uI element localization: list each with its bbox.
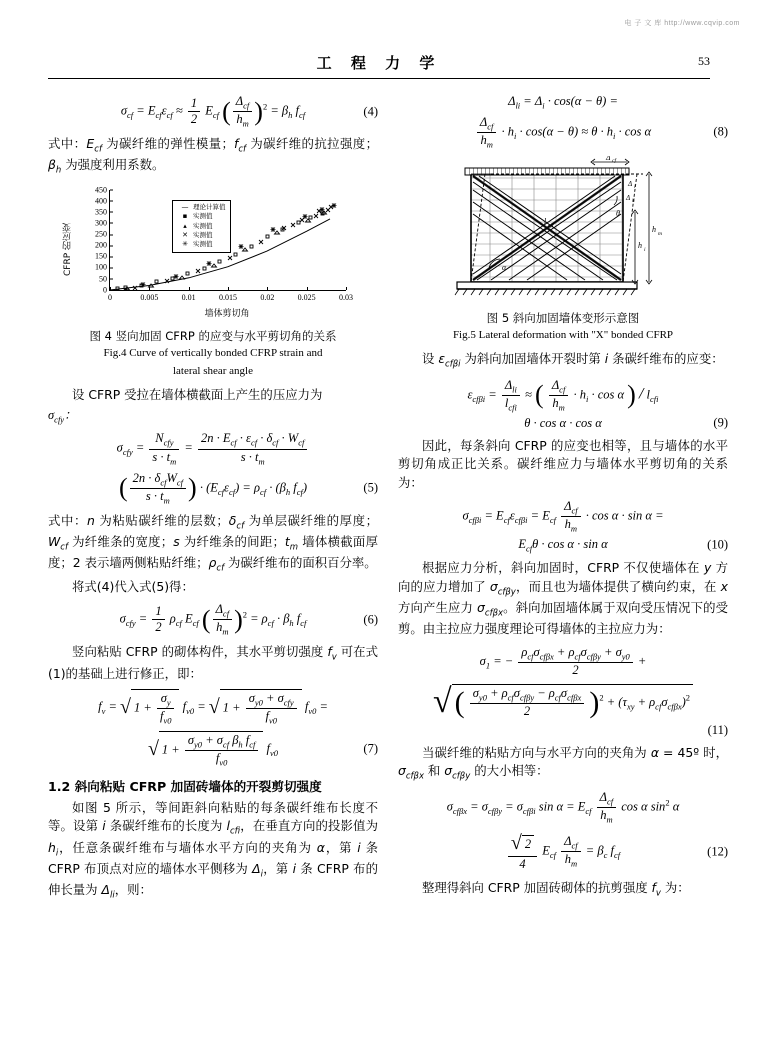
- wall-diagram: [413, 156, 713, 306]
- x-tick: 0: [108, 290, 112, 302]
- figure-5: [398, 156, 728, 345]
- wall-diagram-svg: [413, 156, 713, 306]
- svg-text:i: i: [644, 246, 646, 253]
- right-column: [398, 88, 728, 902]
- equation-10-number: (10): [707, 537, 728, 552]
- paragraph-assume: 设 CFRP 受拉在墙体横截面上产生的压应力为: [72, 387, 323, 403]
- paragraph-where-1: 式中：$E_{cf}$ 为碳纤维的弹性模量；$f_{cf}$ 为碳纤维的抗拉强度；$\beta_h$ 为强度利用系数。: [48, 136, 378, 176]
- equation-12: $\frac{√ 2}{4}$ $E_{cf}$ $\frac{\Delta_{cf}}{h_m}$ = $\beta_c$ $f_{cf}$ (12): [398, 831, 728, 873]
- chart-legend: [172, 200, 231, 253]
- equation-12-number: (12): [707, 844, 728, 859]
- figure-5-caption-cn: 图 5 斜向加固墙体变形示意图: [486, 310, 640, 325]
- equation-7: $f_v$ = √ 1 + $\frac{\sigma_y}{f_{v0}}$ $f_{v0}$ = √ 1 + $\frac{\sigma_{y0} + \sigma_{cfy}}{f_{v0}}$ $f_{v0}$ = √ 1 + $\frac{\sigma_{y0} + \sigma_{cf} \beta_h f_{cf}}{f_{v0}}$ $f_{v0}$ (7): [98, 691, 378, 768]
- section-heading-1-2: 1.2 斜向粘贴 CFRP 加固砖墙体的开裂剪切强度: [48, 778, 322, 794]
- paragraph-diagonal: 如图 5 所示，等间距斜向粘贴的每条碳纤维布长度不等。设第 i 条碳纤维布的长度为 $l_{cfi}$，在垂直方向的投影值为 $h_i$，任意条碳纤维布与墙体水平方向的夹角为 α，第 i 条 CFRP 布顶点对应的墙体水平侧移为 $\Delta_i$，第 i 条 CFRP 布的伸长量为 $\Delta_{li}$，则：: [48, 799, 378, 901]
- paragraph-vertical: 竖向粘贴 CFRP 的砌体构件，其水平剪切强度 $f_v$ 可在式(1)的基础上进行修正，即：: [48, 644, 378, 681]
- equation-4-number: (4): [363, 104, 378, 119]
- figure-4-caption-cn: 图 4 竖向加固 CFRP 的应变与水平剪切角的关系: [89, 328, 337, 343]
- paragraph-when-45: 当碳纤维的粘贴方向与水平方向的夹角为 α = 45º 时，$\sigma_{cf\beta x}$ 和 $\sigma_{cf\beta y}$ 的大小相等：: [398, 744, 728, 782]
- journal-title: 工 程 力 学: [316, 54, 442, 72]
- x-tick: 0.02: [260, 290, 274, 302]
- left-column: [48, 88, 378, 904]
- svg-text:li: li: [632, 198, 635, 204]
- chart-plot-area: [95, 185, 353, 302]
- watermark: 电 子 文 库 http://www.cqvip.com: [624, 20, 740, 27]
- equation-5-number: (5): [363, 480, 378, 495]
- equation-6: $\sigma_{cfy}$ = $\frac{1}{2}$ $\rho_{cf}$ $E_{cf}$ ( $\frac{\Delta_{cf}}{h_m}$ )$^2 = \rho_{cf} \cdot \beta_h$ $f_{cf}$ (6): [119, 602, 378, 637]
- equation-4: $\sigma_{cf} = E_{cf}\varepsilon_{cf}$ ≈ $\frac{1}{2}$ $E_{cf}$ ( $\frac{\Delta_{cf}}{h_m}$ )$^2 = \beta_h$ $f_{cf}$ (4): [120, 94, 378, 129]
- equation-45-relation: $\sigma_{cf\beta x} = \sigma_{cf\beta y} = \sigma_{cf\beta i}$ $\sin \alpha = E_{cf}$ $\frac{\Delta_{cf}}{h_m}$ cos α $\sin^2 \alpha$: [446, 789, 680, 825]
- svg-text:l: l: [544, 216, 547, 226]
- svg-text:Δ: Δ: [626, 193, 631, 202]
- equation-9-number: (9): [713, 415, 728, 430]
- y-tick: 150: [95, 252, 110, 261]
- x-tick: 0.025: [298, 290, 316, 302]
- equation-5: $\sigma_{cfy}$ = $\frac{N_{cfy}}{s \cdot t_m}$ = $\frac{2n \cdot E_{cf} \cdot \varepsilon_{cf} \cdot \delta_{cf} \cdot W_{cf}}{s \cdot t_m}$ ( $\frac{2n \cdot \delta_{cf}W_{cf}}{s \cdot t_m}$ ) · $(E_{cf}\varepsilon_{cf}) = \rho_{cf} \cdot (\beta_h$ $f_{cf}$) (5): [116, 431, 378, 506]
- figure-4-caption-en-1: Fig.4 Curve of vertically bonded CFRP strain and: [103, 347, 323, 360]
- equation-9: $\varepsilon_{cf\beta i}$ = $\frac{\Delta_{li}}{l_{cfi}}$ ≈ ( $\frac{\Delta_{cf}}{h_m}$ · $h_i \cdot \cos \alpha$ ) / $l_{cfi}$ θ · cos α · cos α (9): [467, 377, 728, 430]
- paragraph-therefore: 因此，每条斜向 CFRP 的应变也相等，且与墙体的水平剪切角成正比关系。碳纤维应力与墙体水平剪切角的关系为：: [398, 437, 728, 491]
- figure-5-caption-en: Fig.5 Lateral deformation with "X" bonded CFRP: [452, 329, 674, 342]
- x-tick: 0.015: [219, 290, 237, 302]
- svg-text:cf: cf: [612, 157, 616, 164]
- svg-text:m: m: [658, 230, 662, 237]
- paragraph-final: 整理得斜向 CFRP 加固砖砌体的抗剪强度 $f_v$ 为：: [422, 879, 690, 898]
- svg-text:h: h: [652, 224, 656, 234]
- y-tick: 100: [95, 263, 110, 272]
- paragraph-substitute: 将式(4)代入式(5)得：: [72, 578, 194, 594]
- sigma-cfy-label: $\sigma_{cfy}$：: [48, 407, 77, 425]
- page-number: 53: [698, 54, 710, 68]
- paragraph-analysis: 根据应力分析，斜向加固时，CFRP 不仅使墙体在 y 方向的应力增加了 $\sigma_{cf\beta y}$，而且也为墙体提供了横向约束，在 x 方向产生应力 $\sigma_{cf\beta x}$。斜向加固墙体属于双向受压情况下的受剪。由主拉应力强度理论可得墙体的主拉应力为：: [398, 560, 728, 637]
- equation-11-number: (11): [707, 722, 728, 737]
- svg-text:i: i: [634, 184, 636, 190]
- legend-item: — 理论计算值: [181, 202, 226, 211]
- legend-item: ▪ 实测值: [182, 212, 213, 221]
- y-tick: 450: [95, 185, 110, 194]
- y-tick: 350: [95, 207, 110, 216]
- y-tick: 250: [95, 230, 110, 239]
- equation-8: $\Delta_{li} = \Delta_i \cdot \cos(\alpha - \theta)$ = $\frac{\Delta_{cf}}{h_m}$ · $h_i \cdot \cos(\alpha - \theta) \approx \theta \cdot h_i \cdot \cos \alpha$ (8): [398, 94, 728, 150]
- x-tick: 0.01: [182, 290, 196, 302]
- equation-6-number: (6): [363, 612, 378, 627]
- y-tick: 200: [95, 241, 110, 250]
- chart-x-axis-label: 墙体剪切角: [204, 308, 250, 319]
- equation-11: $\sigma_1$ = − $\frac{\rho_{cf}\sigma_{cf\beta x} + \rho_{cf}\sigma_{cf\beta y} + \sigma_{y0}}{2}$ + √ ( $\frac{\sigma_{y0} + \rho_{cf}\sigma_{cf\beta y} - \rho_{cf}\sigma_{cf\beta x}}{2}$ )$^2 + (\tau_{xy} + \rho_{cf}\sigma_{cf\beta x})^2$ (11): [432, 645, 728, 737]
- paragraph-where-2: 式中：n 为粘贴碳纤维的层数；$\delta_{cf}$ 为单层碳纤维的厚度；$W_{cf}$ 为纤维条的宽度；s 为纤维条的间距；$t_m$ 墙体横截面厚度；2 表示墙两侧粘贴纤维；$\rho_{cf}$ 为碳纤维布的面积百分率。: [48, 512, 378, 574]
- svg-text:Δ: Δ: [628, 179, 633, 188]
- chart-y-axis-label: CFRP 的应变: [63, 222, 73, 276]
- svg-text:α: α: [502, 262, 507, 272]
- x-tick: 0.03: [339, 290, 353, 302]
- figure-4: [48, 184, 378, 381]
- svg-text:cfi: cfi: [548, 222, 554, 229]
- x-tick: 0.005: [140, 290, 158, 302]
- y-tick: 0: [103, 285, 110, 294]
- svg-text:Δ: Δ: [606, 155, 611, 162]
- svg-text:h: h: [638, 240, 642, 250]
- y-tick: 50: [99, 274, 110, 283]
- chart-cfrp-strain: [63, 184, 363, 319]
- legend-item: ✳ 实测值: [182, 240, 213, 249]
- legend-item: ✕ 实测值: [182, 231, 213, 239]
- y-tick: 400: [95, 196, 110, 205]
- paragraph-set-strain: 设 $\varepsilon_{cf\beta i}$ 为斜向加固墙体开裂时第 i 条碳纤维布的应变：: [422, 351, 724, 370]
- legend-item: ▴ 实测值: [183, 221, 213, 230]
- page-header: [48, 52, 710, 79]
- equation-10: $\sigma_{cf\beta i} = E_{cf}\varepsilon_{cf\beta i} = E_{cf}$ $\frac{\Delta_{cf}}{h_m}$ · cos α · sin α = $E_{cf}\theta \cdot \cos \alpha \cdot \sin \alpha$ (10): [462, 498, 728, 554]
- equation-7-number: (7): [363, 741, 378, 756]
- y-tick: 300: [95, 218, 110, 227]
- equation-8-number: (8): [713, 124, 728, 139]
- figure-4-caption-en-2: lateral shear angle: [172, 365, 253, 378]
- svg-text:θ: θ: [616, 208, 620, 218]
